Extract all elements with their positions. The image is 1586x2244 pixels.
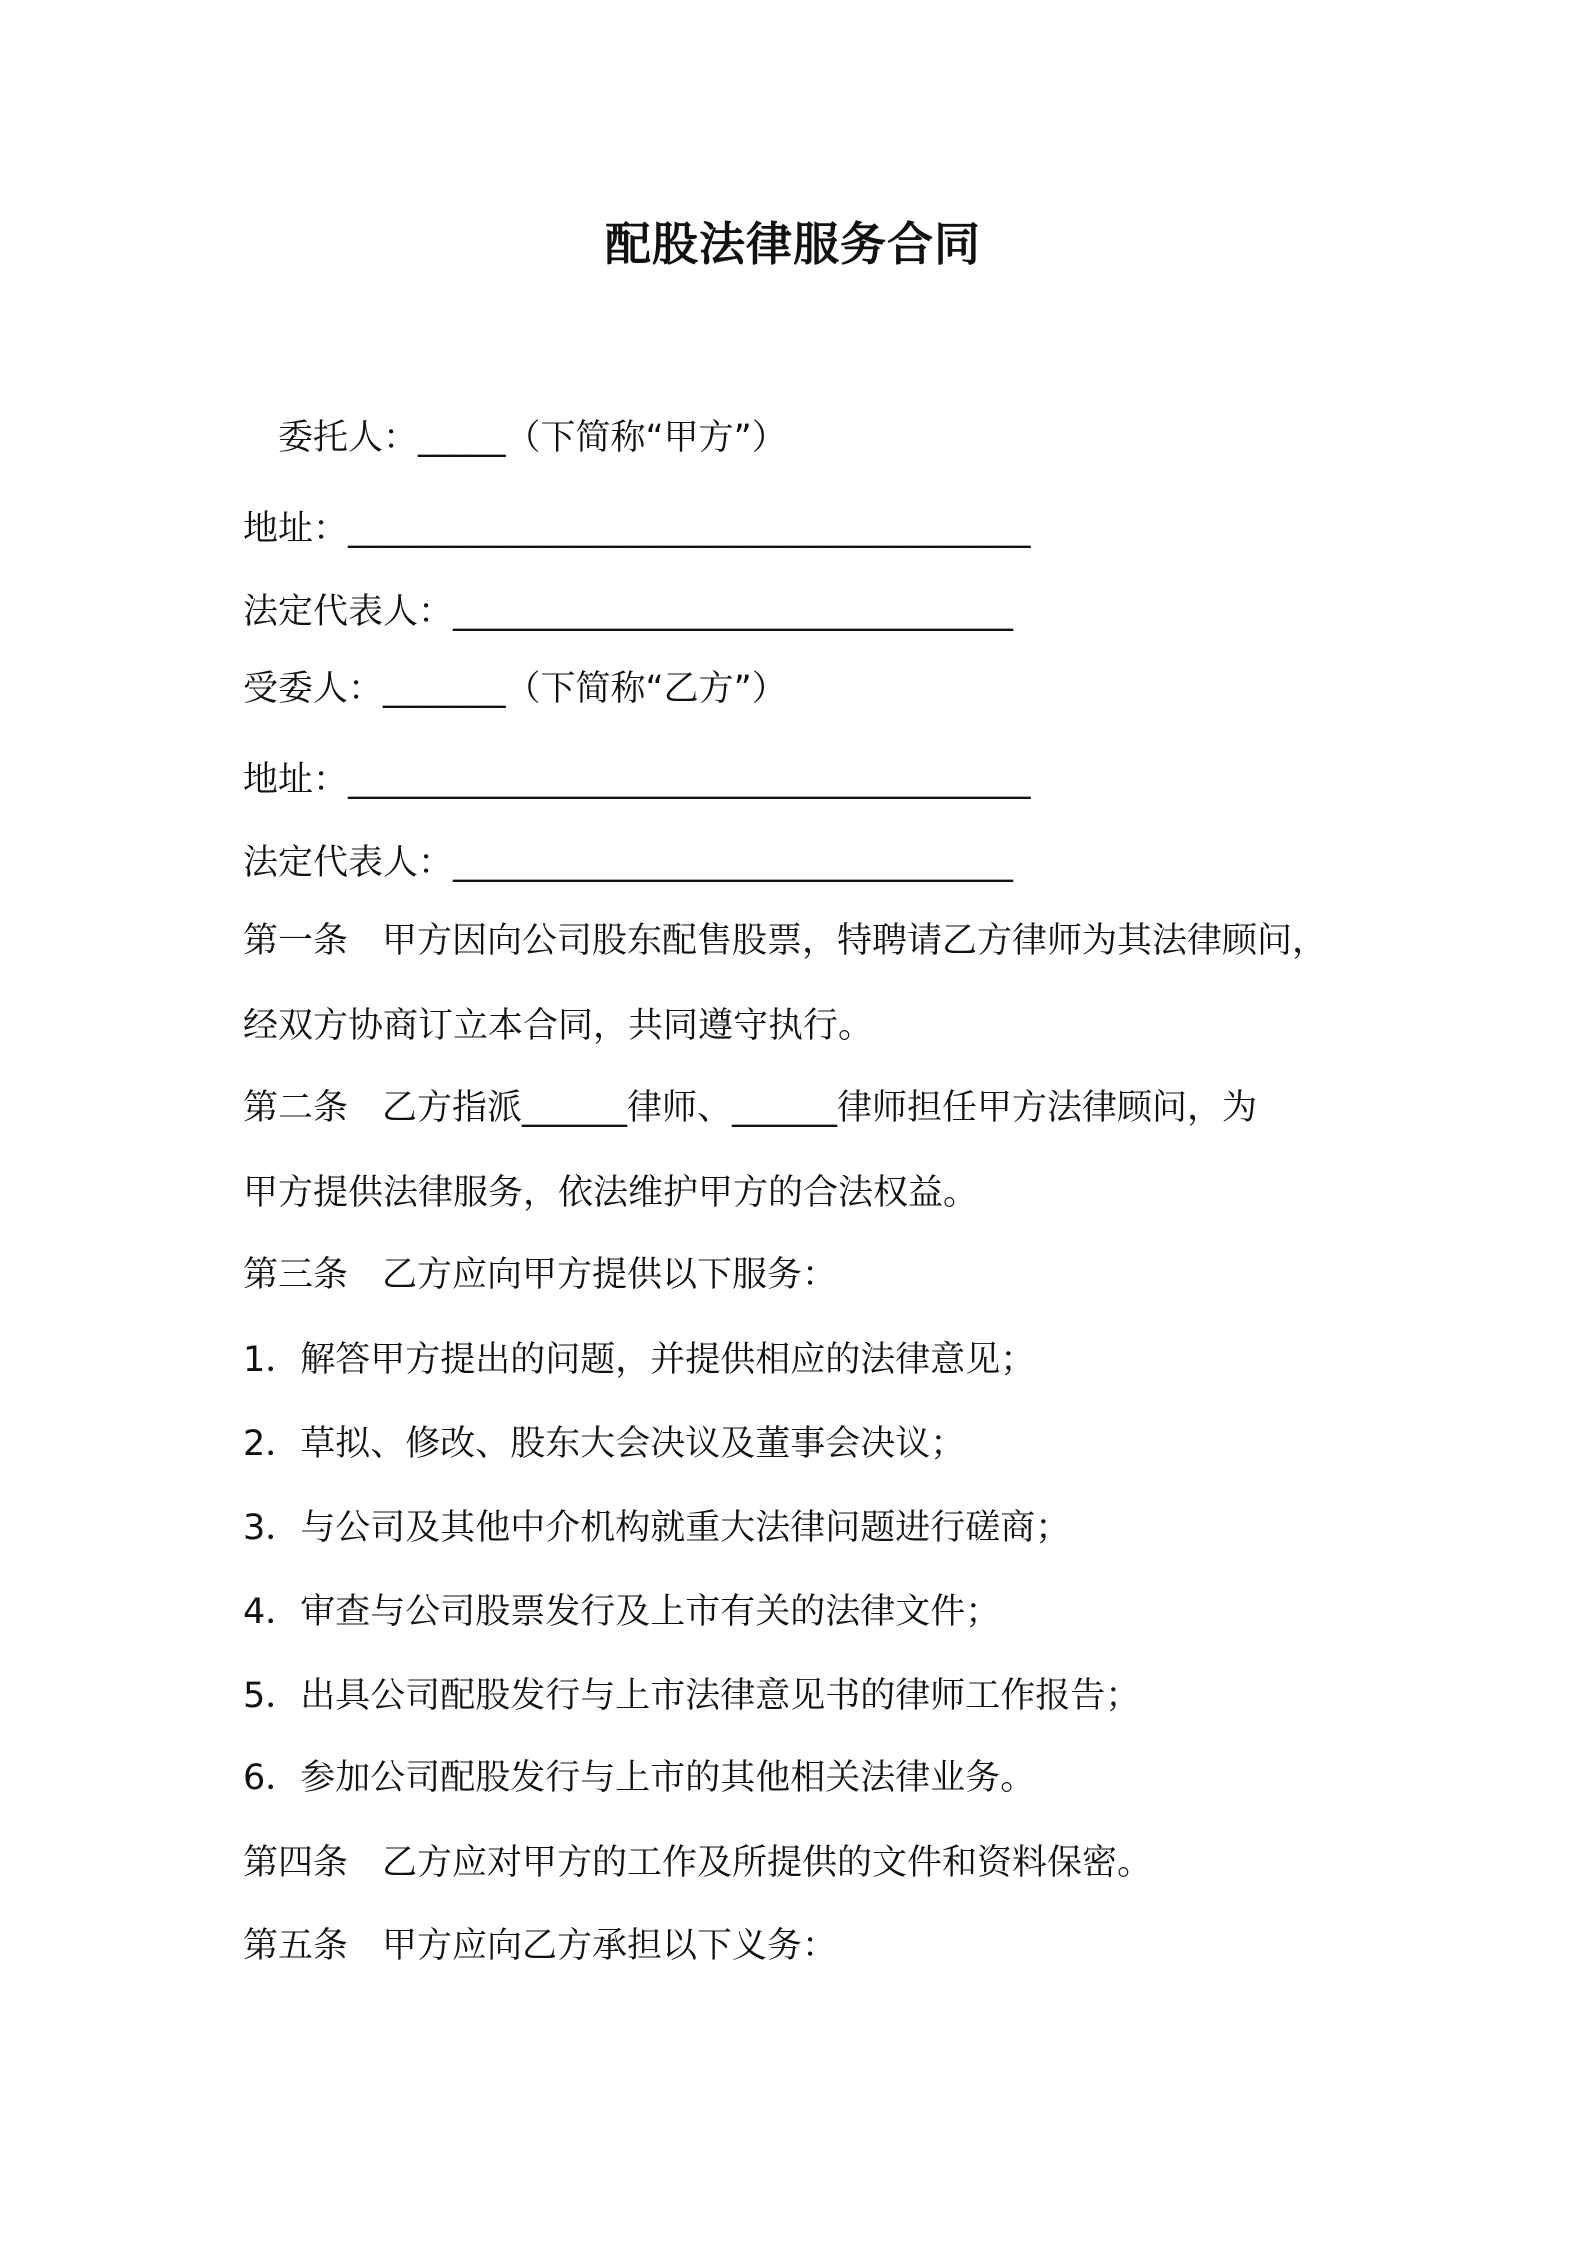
list-item: 5．出具公司配股发行与上市法律意见书的律师工作报告； — [243, 1676, 1141, 1716]
article-1-line-2: 经双方协商订立本合同，共同遵守执行。 — [243, 1006, 874, 1046]
article-3-text-1: 乙方应向甲方提供以下服务： — [382, 1255, 838, 1295]
list-item: 1．解答甲方提出的问题，并提供相应的法律意见； — [243, 1340, 1036, 1380]
article-4-number: 第四条 — [243, 1843, 349, 1883]
list-item: 4．审查与公司股票发行及上市有关的法律文件； — [243, 1592, 1001, 1632]
article-5-text-1: 甲方应向乙方承担以下义务： — [382, 1926, 838, 1966]
article-4-text-1: 乙方应对甲方的工作及所提供的文件和资料保密。 — [382, 1843, 1153, 1883]
article-2-number: 第二条 — [243, 1088, 349, 1128]
agent-address-line: 地址：_______________________________________ — [243, 760, 1031, 800]
article-2-line-2: 甲方提供法律服务，依法维护甲方的合法权益。 — [243, 1173, 979, 1213]
agent-line: 受委人：_______（下简称“乙方”） — [243, 669, 787, 709]
article-4-line-1 — [243, 1838, 1152, 1888]
article-2-line-1 — [243, 1083, 1257, 1133]
article-2-text-1: 乙方指派______律师、______律师担任甲方法律顾问，为 — [382, 1088, 1258, 1128]
article-3-number: 第三条 — [243, 1255, 349, 1295]
document-title: 配股法律服务合同 — [605, 217, 981, 271]
list-item: 6．参加公司配股发行与上市的其他相关法律业务。 — [243, 1758, 1036, 1798]
agent-representative-line: 法定代表人：________________________________ — [243, 843, 1014, 883]
client-line: 委托人：_____（下简称“甲方”） — [278, 418, 787, 458]
article-1-number: 第一条 — [243, 921, 349, 961]
list-item: 2．草拟、修改、股东大会决议及董事会决议； — [243, 1424, 966, 1464]
article-1-text-1: 甲方因向公司股东配售股票，特聘请乙方律师为其法律顾问， — [382, 921, 1328, 961]
article-5-number: 第五条 — [243, 1926, 349, 1966]
article-1-line-1 — [243, 916, 1327, 966]
list-item: 3．与公司及其他中介机构就重大法律问题进行磋商； — [243, 1508, 1071, 1548]
client-address-line: 地址：_______________________________________ — [243, 509, 1031, 549]
client-representative-line: 法定代表人：________________________________ — [243, 592, 1014, 632]
article-5-line-1 — [243, 1921, 837, 1971]
article-3-line-1 — [243, 1250, 837, 1300]
